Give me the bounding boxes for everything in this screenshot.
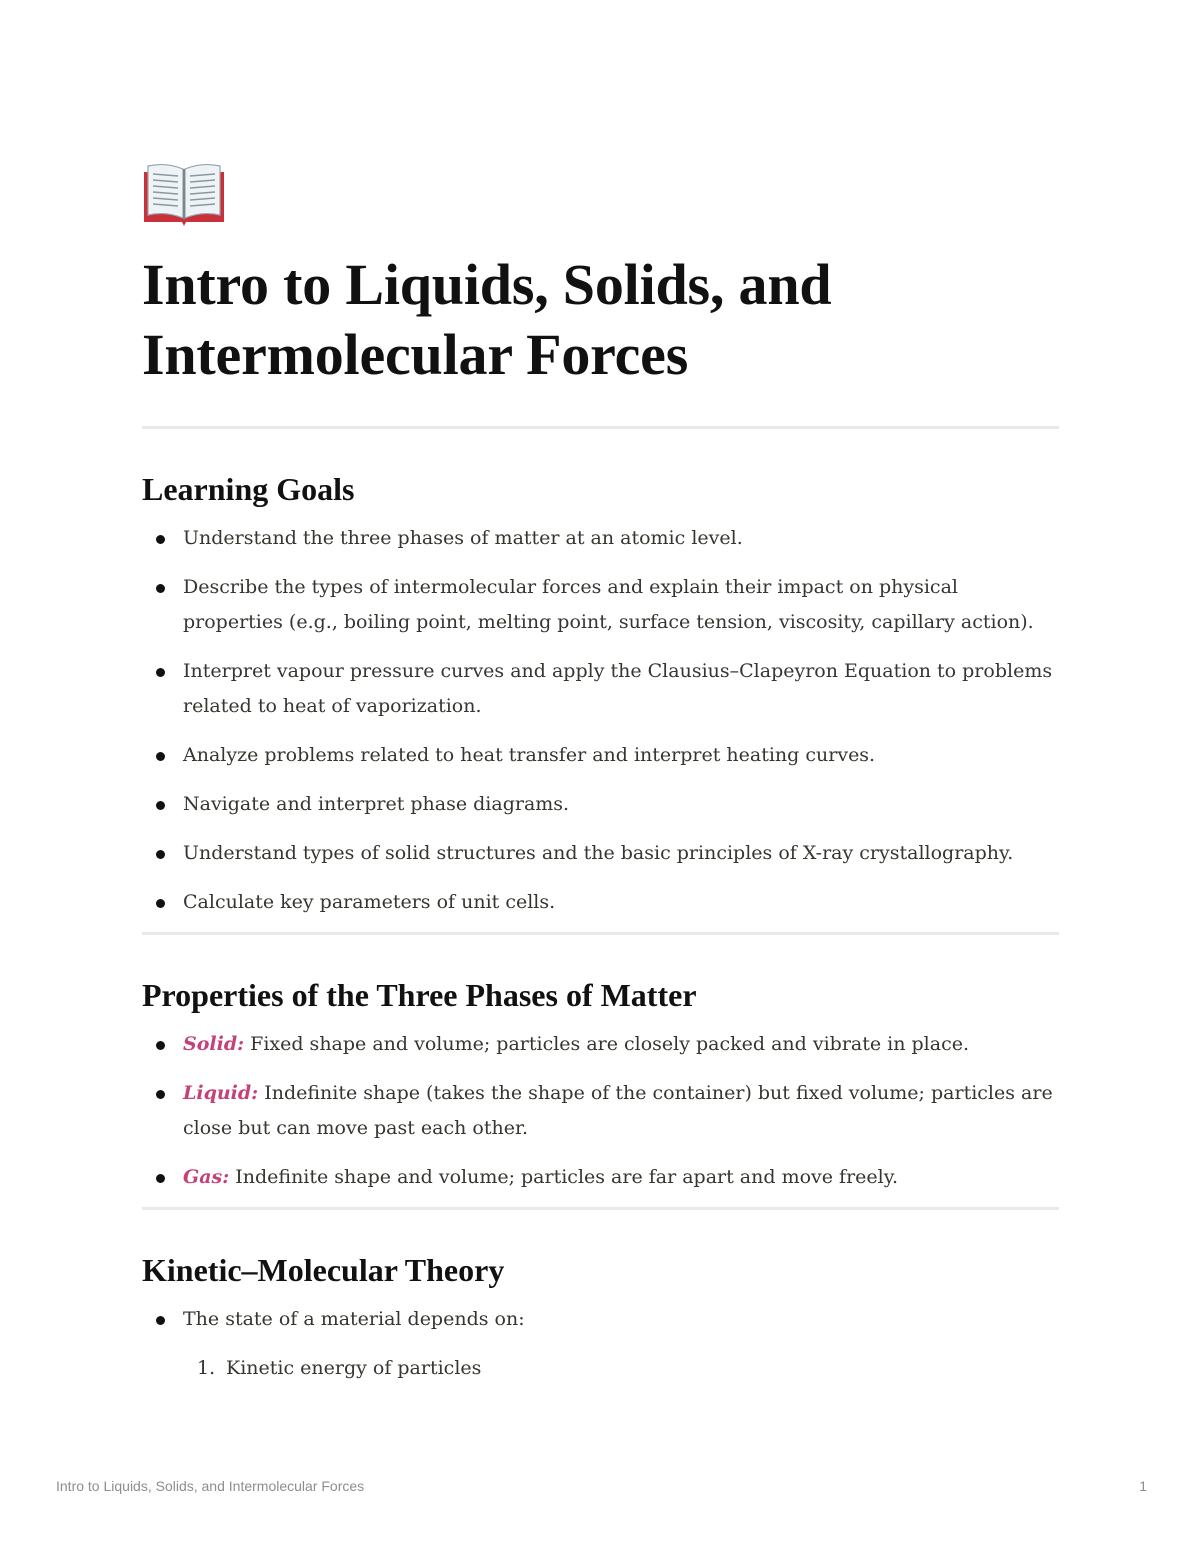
learning-goals-section [142, 429, 1059, 920]
list-item [142, 1160, 1059, 1195]
bullet-icon [156, 1316, 165, 1325]
bullet-icon [156, 668, 165, 677]
list-item-text: Calculate key parameters of unit cells. [183, 891, 556, 913]
bullet-icon [156, 801, 165, 810]
list-item-text: Interpret vapour pressure curves and apply the Clausius–Clapeyron Equation to problems related to heat of vaporization. [183, 660, 1053, 717]
list-item-text: Analyze problems related to heat transfer and interpret heating curves. [183, 744, 876, 766]
list-item-text: Describe the types of intermolecular forces and explain their impact on physical properties (e.g., boiling point, melting point, surface tension, viscosity, capillary action). [183, 576, 1034, 633]
bullet-icon [156, 899, 165, 908]
phase-term-gas: Gas: [183, 1166, 230, 1188]
list-item-text: Navigate and interpret phase diagrams. [183, 793, 570, 815]
bullet-icon [156, 1041, 165, 1050]
list-item [142, 1076, 1059, 1146]
list-item [142, 836, 1059, 871]
list-item [142, 521, 1059, 556]
list-item [142, 1027, 1059, 1062]
title-line-1: Intro to Liquids, Solids, and [142, 252, 832, 317]
numbered-item-text: Kinetic energy of particles [226, 1357, 482, 1379]
phases-section [142, 935, 1059, 1195]
list-item [142, 787, 1059, 822]
page-title [142, 250, 1059, 390]
learning-goals-list [142, 521, 1059, 920]
section-heading: Kinetic–Molecular Theory [142, 1252, 505, 1288]
section-heading: Properties of the Three Phases of Matter [142, 977, 697, 1013]
list-item [142, 654, 1059, 724]
list-item [142, 885, 1059, 920]
list-item-text: Indefinite shape and volume; particles are far apart and move freely. [235, 1166, 898, 1188]
item-number: 1. [197, 1357, 216, 1379]
bullet-icon [156, 850, 165, 859]
phase-term-solid: Solid: [183, 1033, 245, 1055]
list-item-text: Understand types of solid structures and the basic principles of X-ray crystallography. [183, 842, 1014, 864]
footer-title: Intro to Liquids, Solids, and Intermolecular Forces [56, 1478, 365, 1494]
phase-term-liquid: Liquid: [183, 1082, 259, 1104]
list-item [142, 738, 1059, 773]
list-item-text: Understand the three phases of matter at an atomic level. [183, 527, 743, 549]
list-item-text: The state of a material depends on: [183, 1308, 525, 1330]
bullet-icon [156, 535, 165, 544]
kmt-numbered-list [142, 1351, 1059, 1386]
bullet-icon [156, 1174, 165, 1183]
phases-list [142, 1027, 1059, 1195]
list-item [142, 1302, 1059, 1337]
page-number: 1 [1139, 1478, 1147, 1494]
list-item [142, 570, 1059, 640]
section-heading: Learning Goals [142, 471, 355, 507]
bullet-icon [156, 752, 165, 761]
kmt-list [142, 1302, 1059, 1337]
kmt-section [142, 1210, 1059, 1386]
page-content [142, 160, 1059, 1386]
numbered-item [142, 1351, 1059, 1386]
list-item-text: Indefinite shape (takes the shape of the container) but fixed volume; particles are close but can move past each other. [183, 1082, 1053, 1139]
title-line-2: Intermolecular Forces [142, 322, 689, 387]
list-item-text: Fixed shape and volume; particles are closely packed and vibrate in place. [250, 1033, 970, 1055]
bullet-icon [156, 584, 165, 593]
bullet-icon [156, 1090, 165, 1099]
open-book-icon [142, 160, 226, 228]
page-footer [56, 1478, 1147, 1494]
